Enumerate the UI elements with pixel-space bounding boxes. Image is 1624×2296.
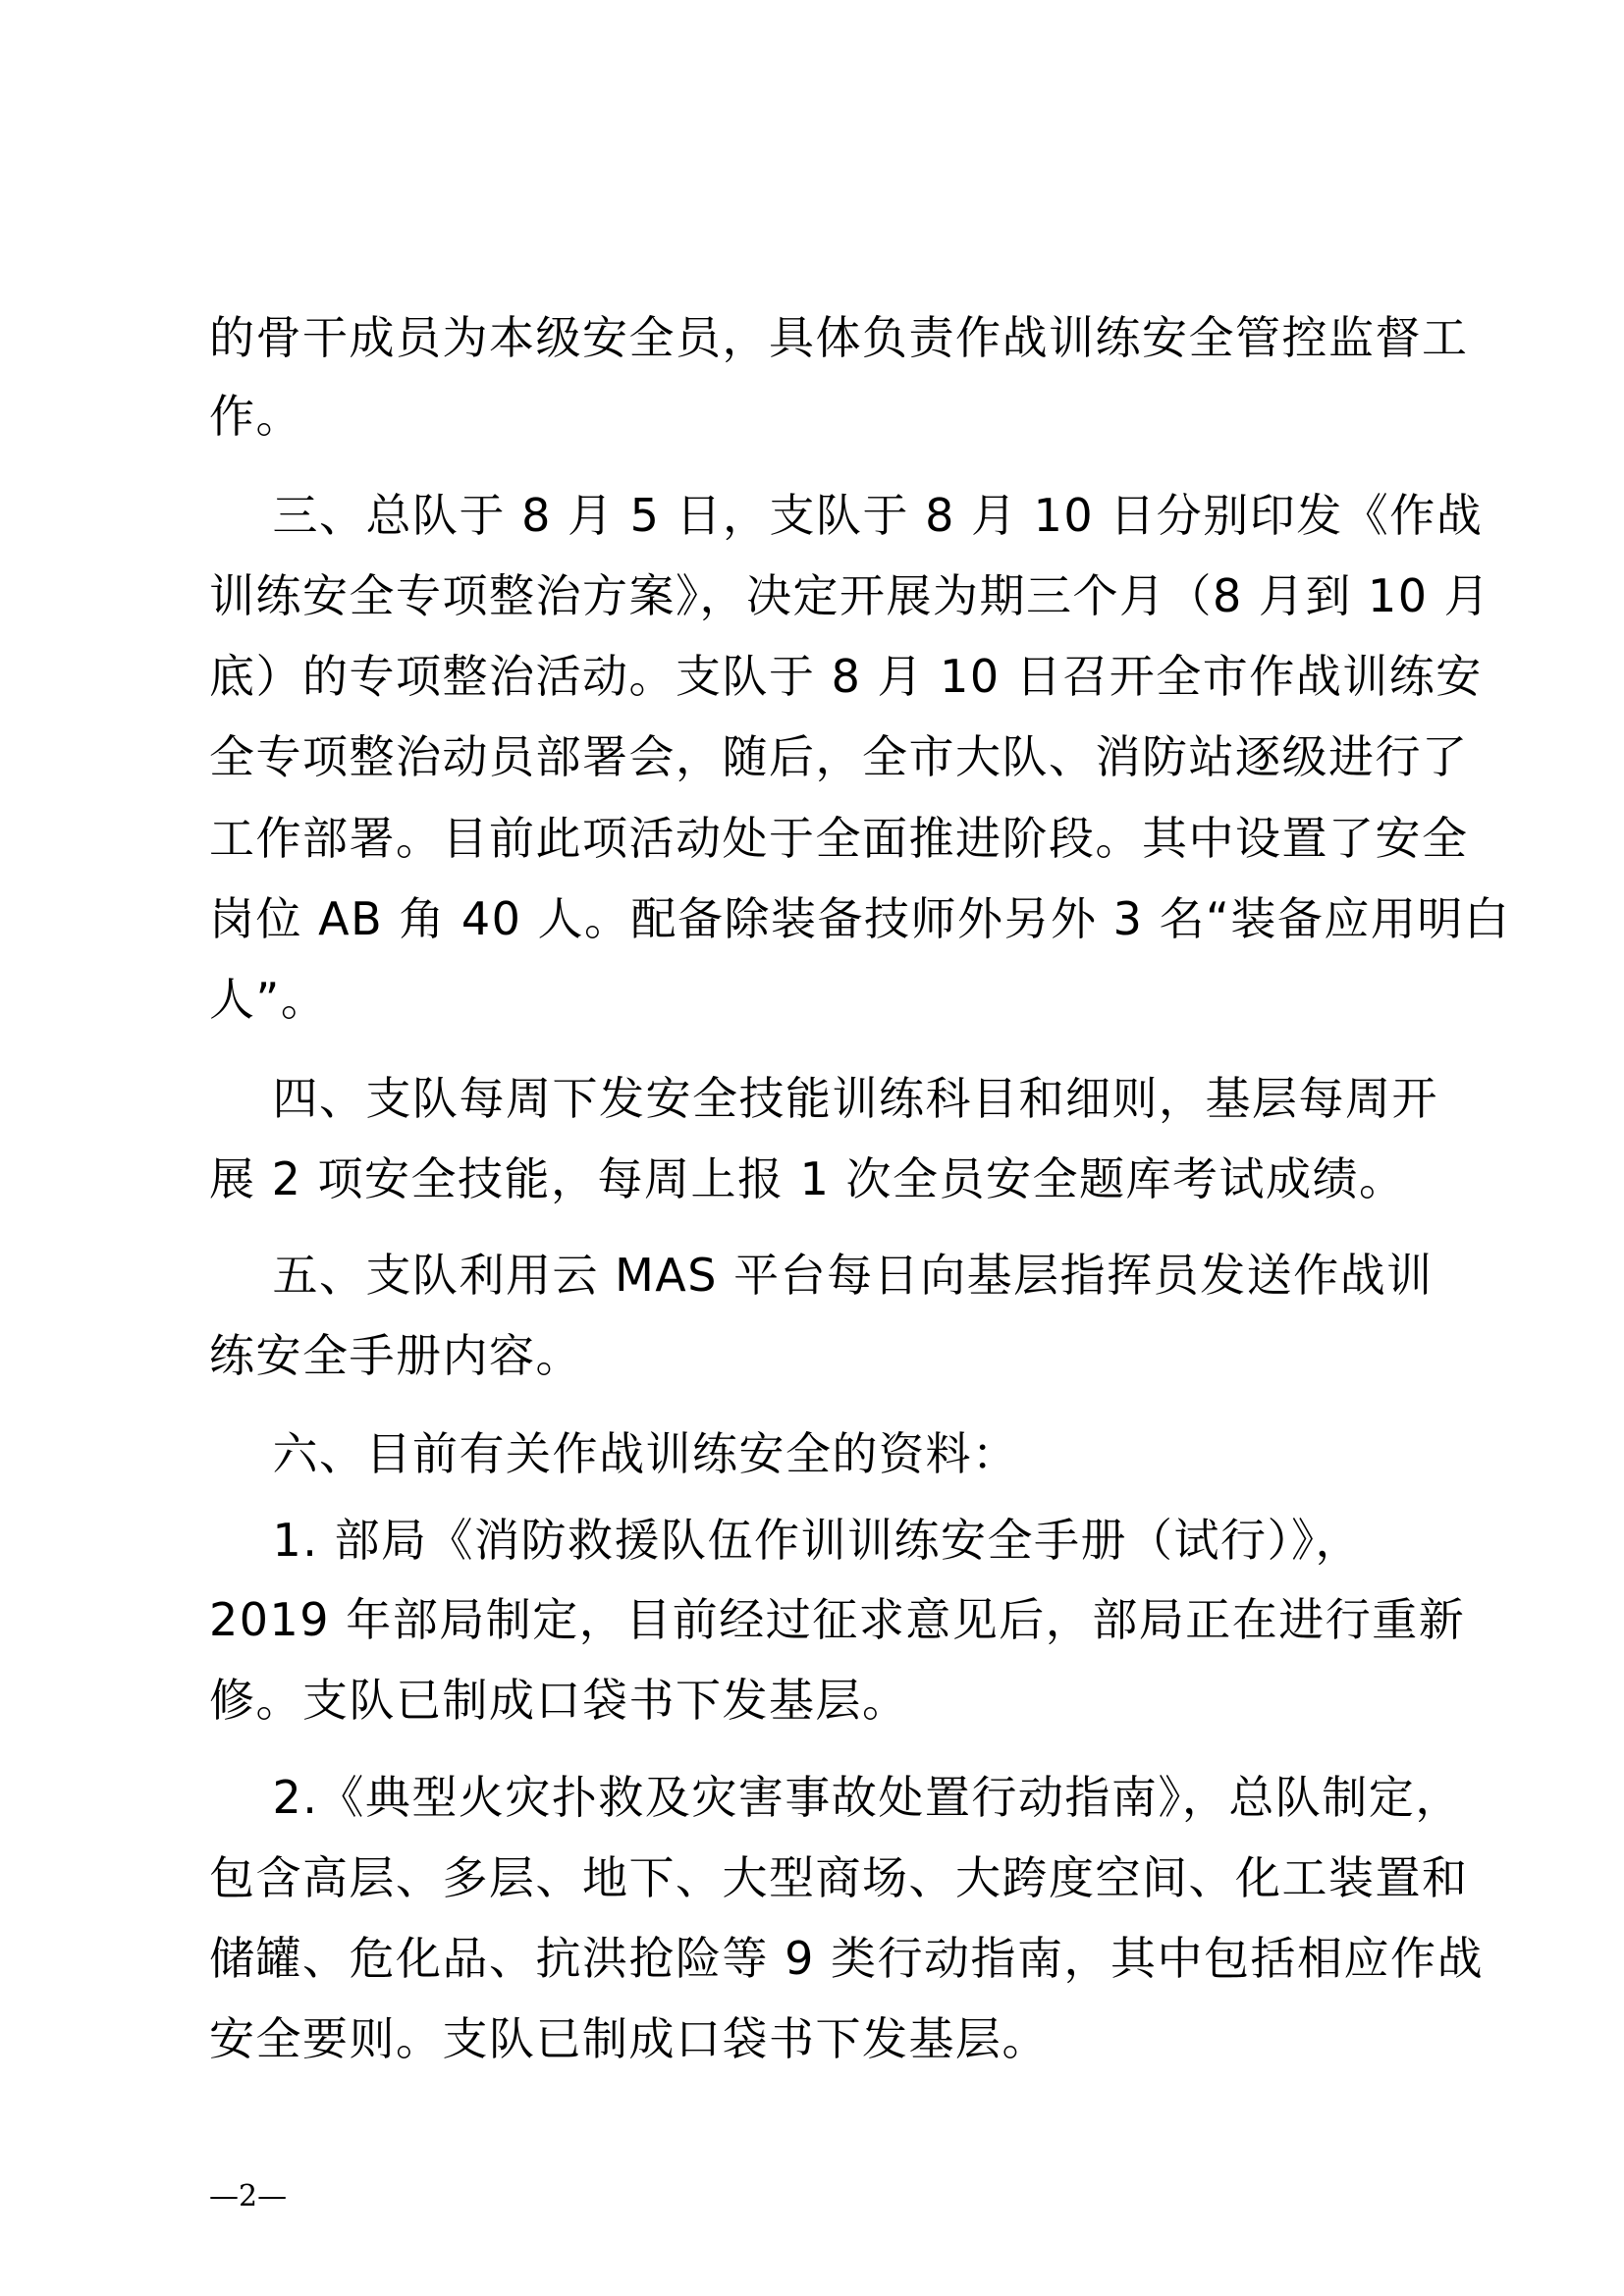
body-text-line: 五、支队利用云 MAS 平台每日向基层指挥员发送作战训	[209, 1249, 1434, 1302]
body-text-line: 2019 年部局制定，目前经过征求意见后，部局正在进行重新	[209, 1593, 1466, 1646]
body-text-line: 作。	[209, 390, 302, 443]
body-text-line: 底）的专项整治活动。支队于 8 月 10 日召开全市作战训练安	[209, 650, 1483, 703]
body-text-line: 修。支队已制成口袋书下发基层。	[209, 1674, 909, 1727]
body-text-line: 四、支队每周下发安全技能训练科目和细则，基层每周开	[209, 1072, 1438, 1125]
body-text-line: 练安全手册内容。	[209, 1329, 582, 1382]
body-text-line: 储罐、危化品、抗洪抢险等 9 类行动指南，其中包括相应作战	[209, 1932, 1485, 1985]
body-text-line: 展 2 项安全技能，每周上报 1 次全员安全题库考试成绩。	[209, 1152, 1406, 1205]
body-text-line: 的骨干成员为本级安全员，具体负责作战训练安全管控监督工	[209, 311, 1469, 364]
body-text-line: 工作部署。目前此项活动处于全面推进阶段。其中设置了安全	[209, 812, 1469, 865]
body-text-line: 1. 部局《消防救援队伍作训训练安全手册（试行）》，	[209, 1514, 1362, 1567]
body-text-line: 岗位 AB 角 40 人。配备除装备技师外另外 3 名“装备应用明白	[209, 892, 1511, 945]
page-number: —2—	[209, 2179, 288, 2214]
body-text-line: 六、目前有关作战训练安全的资料：	[209, 1427, 1019, 1480]
body-text-line: 2.《典型火灾扑救及灾害事故处置行动指南》，总队制定，	[209, 1771, 1462, 1824]
body-text-line: 人”。	[209, 973, 328, 1026]
body-text-line: 包含高层、多层、地下、大型商场、大跨度空间、化工装置和	[209, 1851, 1469, 1904]
body-text-line: 安全要则。支队已制成口袋书下发基层。	[209, 2012, 1049, 2065]
body-text-line: 训练安全专项整治方案》，决定开展为期三个月（8 月到 10 月	[209, 569, 1491, 622]
body-text-line: 全专项整治动员部署会，随后，全市大队、消防站逐级进行了	[209, 730, 1469, 783]
body-text-line: 三、总队于 8 月 5 日，支队于 8 月 10 日分别印发《作战	[209, 489, 1484, 542]
